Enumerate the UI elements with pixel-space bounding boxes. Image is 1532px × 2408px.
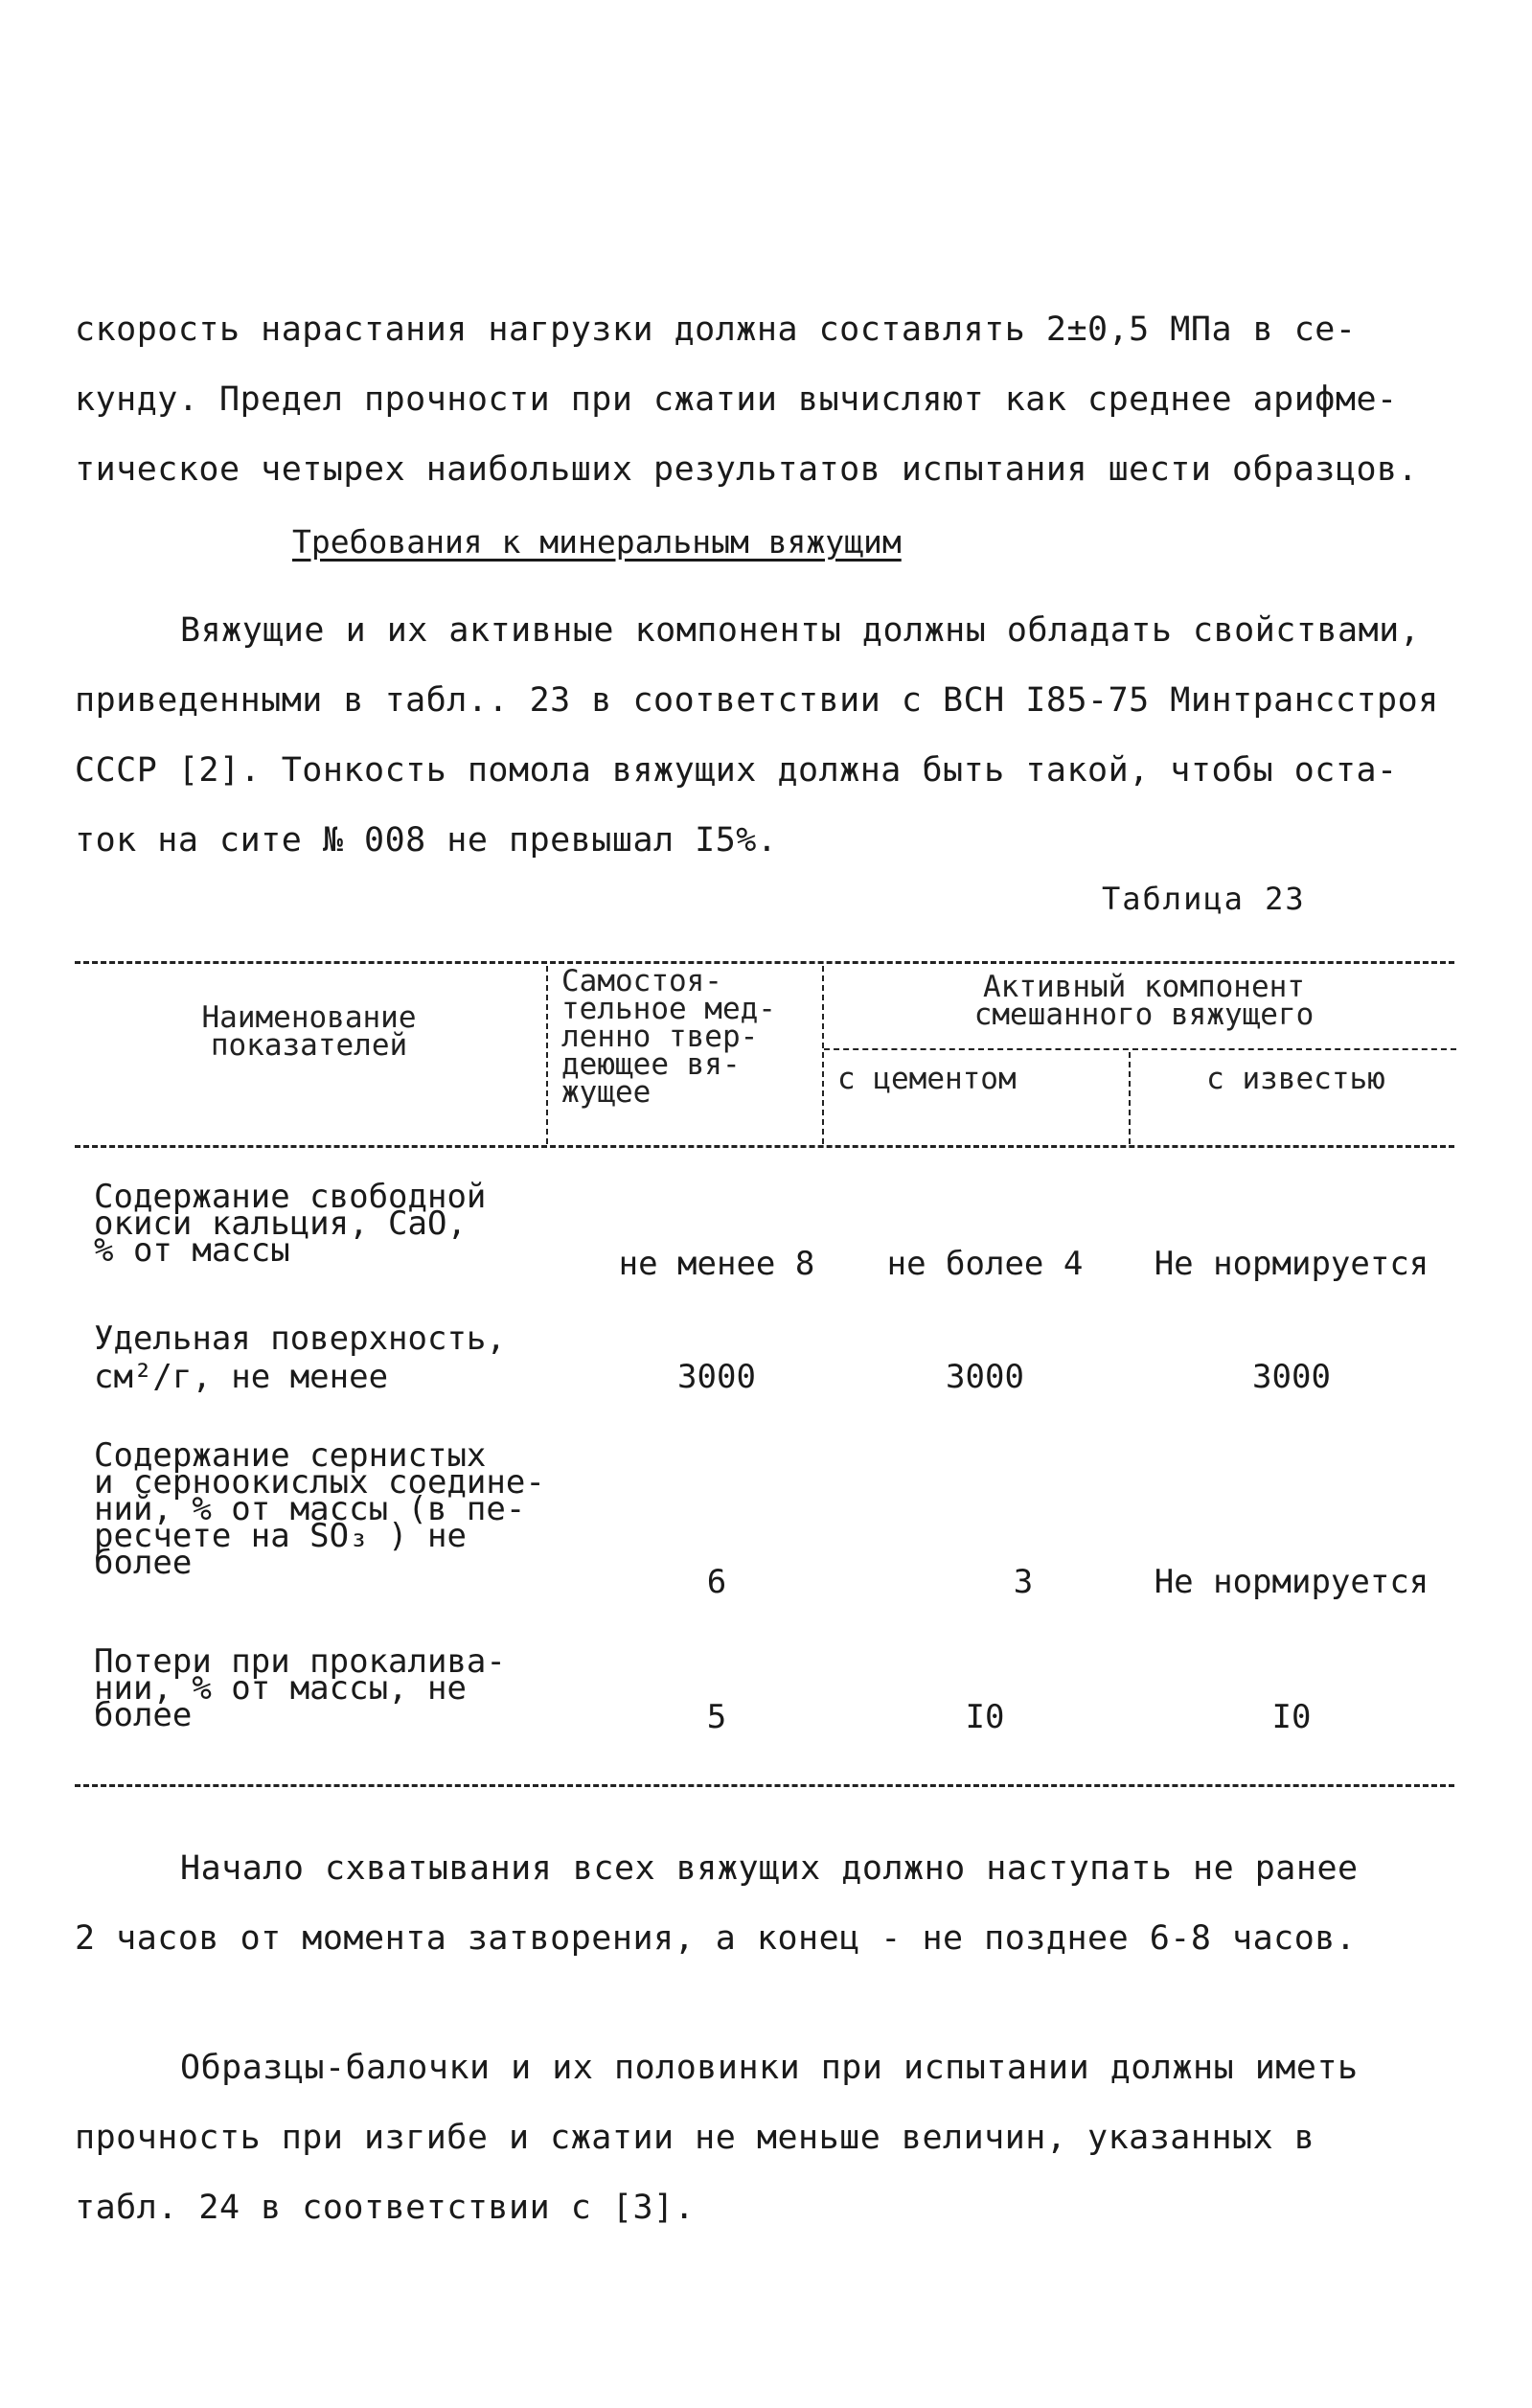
cell-cement: 3000: [946, 1358, 1024, 1396]
header-indicator-name: Наименование показателей: [201, 1000, 417, 1063]
text-line: Начало схватывания всех вяжущих должно наступать не ранее: [180, 1849, 1359, 1888]
text-line: табл. 24 в соответствии с [3].: [75, 2189, 696, 2227]
text-line: Вяжущие и их активные компоненты должны обладать свойствами,: [180, 611, 1421, 650]
header-active-component: Активный компонент смешанного вяжущего: [973, 970, 1315, 1032]
paragraph-loading-rate: [75, 295, 1454, 505]
text-line: Образцы-балочки и их половинки при испытании должны иметь: [180, 2049, 1359, 2087]
header-with-lime: с известью: [1206, 1062, 1385, 1096]
paragraph-binder-requirements: [75, 596, 1454, 876]
table-rule-header: [75, 1145, 1454, 1148]
table-rule-top: [75, 961, 1454, 964]
header-self-hardening-binder: Самостоя- тельное мед- ленно твер- деющее вя- жущее: [561, 964, 776, 1110]
table-rule-subheader: [824, 1048, 1456, 1050]
text-line: тическое четырех наибольших результатов испытания шести образцов.: [75, 450, 1419, 489]
text-line: прочность при изгибе и сжатии не меньше величин, указанных в: [75, 2119, 1315, 2157]
table-divider: [1129, 1052, 1131, 1144]
row-name: Содержание сернистых и серноокислых соедине- ний, % от массы (в пе- ресчете на SO₃ ) не более: [94, 1436, 545, 1582]
cell-lime: Не нормируется: [1154, 1245, 1429, 1283]
cell-self: 5: [706, 1698, 727, 1736]
cell-self: 6: [706, 1563, 727, 1601]
cell-cement: не более 4: [886, 1245, 1084, 1283]
table-rule-bottom: [75, 1784, 1454, 1787]
row-name: Потери при прокалива- нии, % от массы, не более: [94, 1642, 506, 1734]
paragraph-setting-time: [75, 1834, 1454, 1974]
table-caption: Таблица 23: [1102, 881, 1306, 917]
text-line: скорость нарастания нагрузки должна составлять 2±0,5 МПа в се-: [75, 310, 1357, 349]
text-line: приведенными в табл.. 23 в соответствии с ВСН I85-75 Минтрансстроя: [75, 681, 1439, 720]
cell-cement: I0: [965, 1698, 1005, 1736]
paragraph-specimen-strength: [75, 2033, 1454, 2243]
cell-lime: Не нормируется: [1154, 1563, 1429, 1601]
row-name: Удельная поверхность, см²/г, не менее: [94, 1319, 506, 1396]
cell-lime: I0: [1271, 1698, 1312, 1736]
text-line: ток на сите № 008 не превышал I5%.: [75, 821, 778, 860]
row-name: Содержание свободной окиси кальция, CaO, % от массы: [94, 1178, 487, 1270]
cell-self: 3000: [677, 1358, 756, 1396]
cell-self: не менее 8: [618, 1245, 815, 1283]
cell-lime: 3000: [1252, 1358, 1331, 1396]
header-with-cement: с цементом: [837, 1062, 1017, 1096]
table-divider: [546, 966, 548, 1144]
table-divider: [822, 966, 824, 1144]
text-line: 2 часов от момента затворения, а конец - не позднее 6-8 часов.: [75, 1919, 1357, 1958]
cell-cement: 3: [1013, 1563, 1034, 1601]
text-line: кунду. Предел прочности при сжатии вычисляют как среднее арифме-: [75, 380, 1398, 419]
text-line: СССР [2]. Тонкость помола вяжущих должна быть такой, чтобы оста-: [75, 751, 1398, 790]
section-heading: Требования к минеральным вяжущим: [292, 523, 902, 561]
